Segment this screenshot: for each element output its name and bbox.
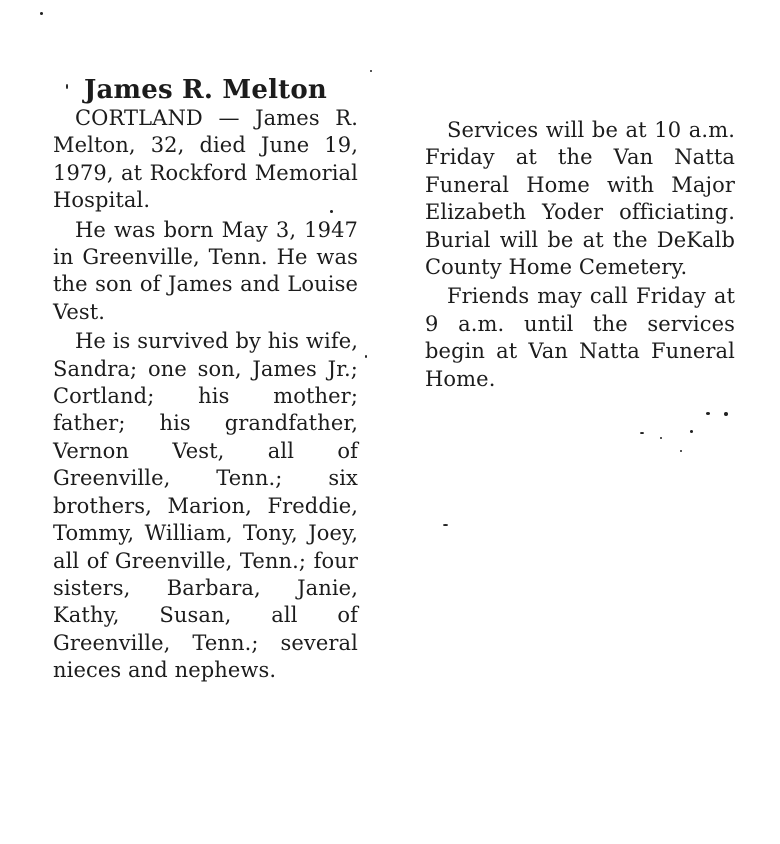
scan-speck xyxy=(66,84,68,89)
scan-speck xyxy=(365,355,367,358)
scan-speck xyxy=(330,210,333,213)
scan-speck xyxy=(690,430,693,433)
scan-speck xyxy=(370,70,372,72)
right-column xyxy=(425,117,735,393)
paragraph-services: Services will be at 10 a.m. Friday at the Van Natta Funeral Home with Major Elizabeth Yoder officiating. Burial will be at the DeKalb County Home Cemetery. xyxy=(425,118,735,280)
scan-speck xyxy=(40,12,43,15)
obituary-headline: James R. Melton xyxy=(83,75,328,105)
paragraph-survivors: He is survived by his wife, Sandra; one son, James Jr.; Cortland; his mother; father; his grandfather, Vernon Vest, all of Greenville, Tenn.; six brothers, Marion, Freddie, Tommy, William, Tony, Joey, all of Greenville, Tenn.; four sisters, Barbara, Janie, Kathy, Susan, all of Greenville, Tenn.; several nieces and nephews. xyxy=(53,329,358,683)
scan-speck xyxy=(724,412,728,416)
scan-speck xyxy=(706,412,710,415)
scan-speck xyxy=(660,437,662,439)
paragraph-death-notice: CORTLAND — James R. Melton, 32, died June 19, 1979, at Rockford Memorial Hospital. xyxy=(53,106,358,213)
left-column xyxy=(53,73,358,685)
scan-speck xyxy=(680,450,682,452)
paragraph-visitation: Friends may call Friday at 9 a.m. until the services begin at Van Natta Funeral Home. xyxy=(425,284,735,391)
scan-speck xyxy=(640,432,644,434)
scan-speck xyxy=(443,524,448,526)
paragraph-birth: He was born May 3, 1947 in Greenville, Tenn. He was the son of James and Louise Vest. xyxy=(53,217,358,324)
